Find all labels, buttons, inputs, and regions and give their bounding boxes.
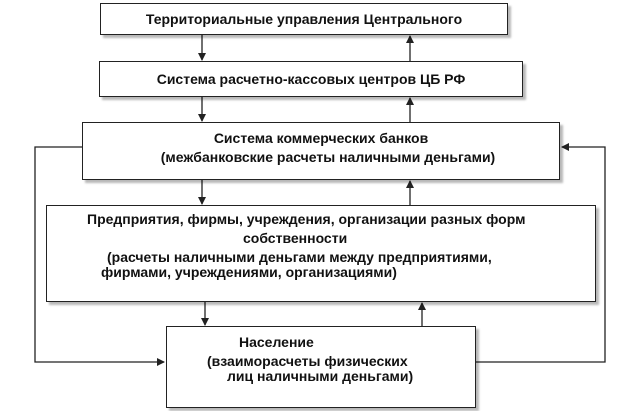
box-4-line-2: собственности xyxy=(243,230,348,246)
box-3-line-2: (межбанковские расчеты наличными деньгами) xyxy=(160,149,496,165)
box-settlement-centers xyxy=(99,61,523,97)
box-4-line-1: Предприятия, фирмы, учреждения, организации разных форм xyxy=(87,211,526,227)
box-4-line-3: (расчеты наличными деньгами между предприятиями, xyxy=(107,249,492,265)
box-5-line-3: лиц наличными деньгами) xyxy=(227,368,414,384)
box-3-line-1: Система коммерческих банков xyxy=(213,130,429,146)
box-2-line-1: Система расчетно-кассовых центров ЦБ РФ xyxy=(156,71,466,87)
box-5-line-2: (взаиморасчеты физических xyxy=(207,353,408,369)
box-population xyxy=(166,326,476,408)
box-4-line-4: фирмами, учреждениями, организациями) xyxy=(101,264,397,280)
box-territorial-administrations xyxy=(100,3,508,35)
box-5-line-1: Население xyxy=(239,334,314,350)
box-1-line-1: Территориальные управления Центрального xyxy=(145,11,463,27)
box-commercial-banks xyxy=(82,122,560,180)
box-enterprises xyxy=(46,205,596,302)
